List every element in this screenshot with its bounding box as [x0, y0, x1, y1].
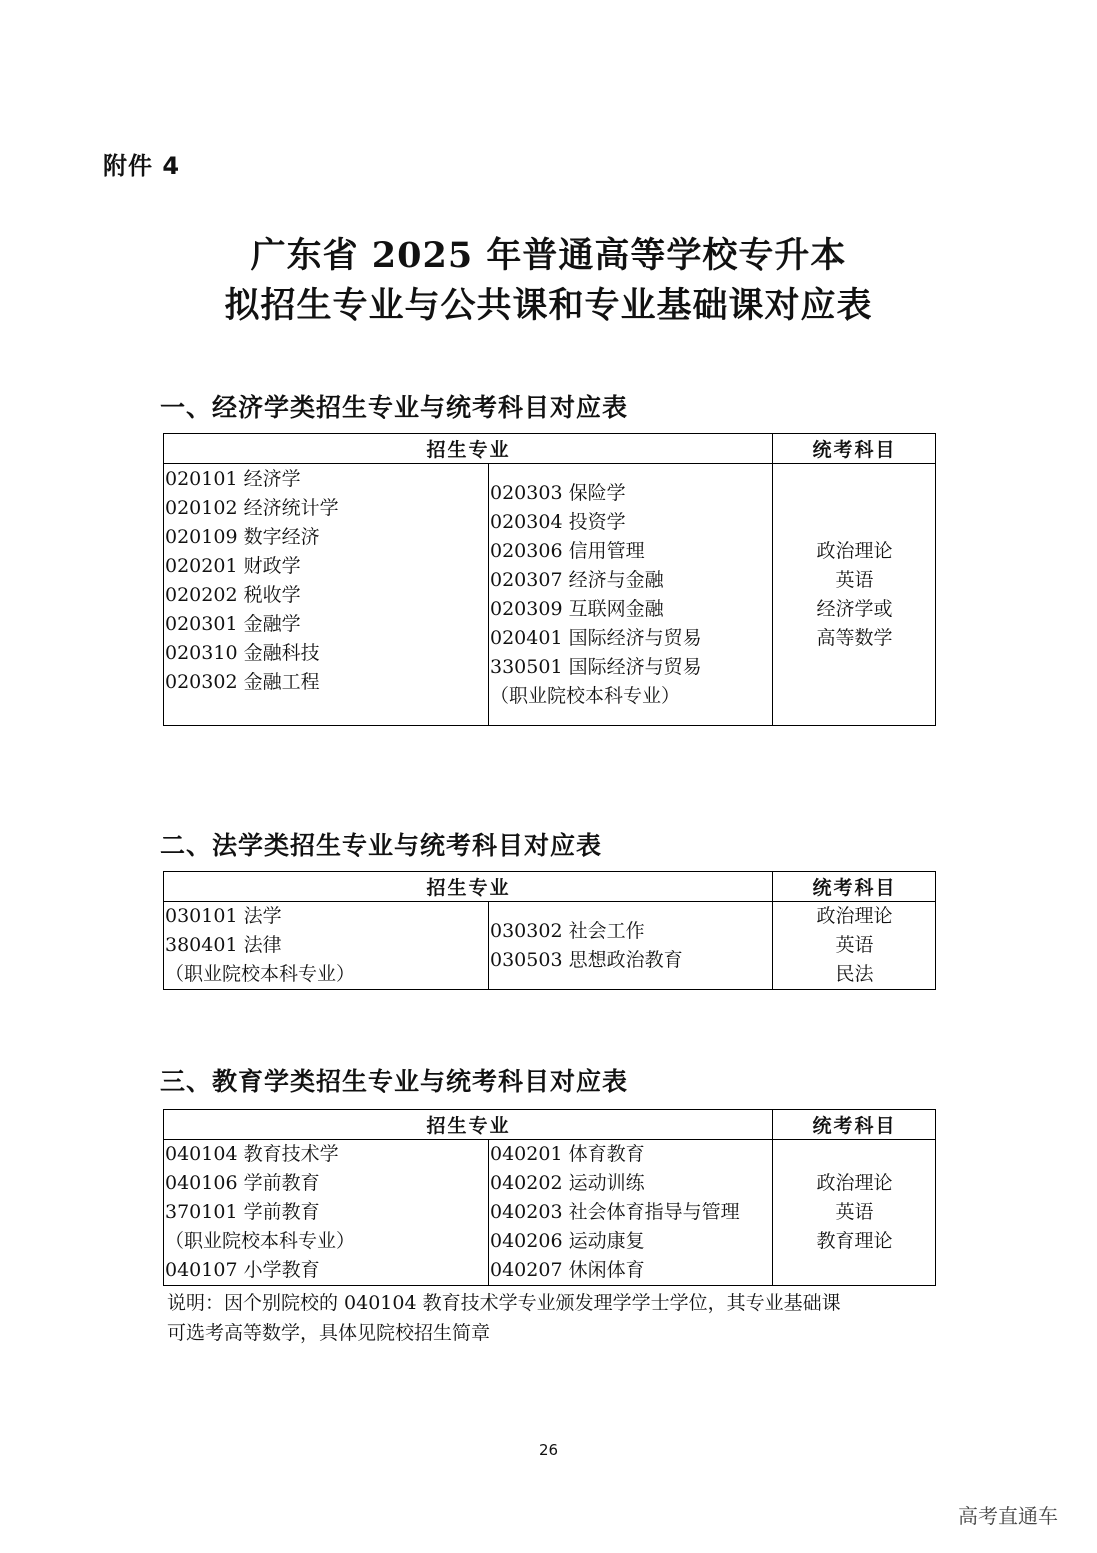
- major-item: （职业院校本科专业）: [165, 1230, 356, 1252]
- exam-subjects-cell: [773, 464, 936, 726]
- explanatory-note: [167, 1288, 947, 1348]
- law-table: [163, 871, 936, 990]
- note-line: 说明：因个别院校的 040104 教育技术学专业颁发理学学士学位，其专业基础课: [167, 1292, 841, 1314]
- header-subjects: 统考科目: [773, 872, 936, 902]
- economics-table: [163, 433, 936, 726]
- exam-subject: 高等数学: [816, 626, 893, 649]
- major-item: 020306 信用管理: [490, 540, 645, 562]
- majors-column-right: [489, 902, 773, 990]
- exam-subject: 民法: [835, 963, 874, 985]
- major-item: 370101 学前教育: [165, 1201, 320, 1223]
- major-item: 020307 经济与金融: [490, 569, 664, 591]
- attachment-label: 附件 4: [103, 152, 181, 180]
- major-item: 020310 金融科技: [165, 642, 320, 664]
- majors-column-left: [164, 902, 489, 990]
- header-majors: 招生专业: [164, 1110, 773, 1140]
- majors-column-right: [489, 1140, 773, 1286]
- section-heading-education: 三、教育学类招生专业与统考科目对应表: [160, 1067, 629, 1096]
- major-item: 020109 数字经济: [165, 526, 320, 548]
- document-title-line-1: 广东省 2025 年普通高等学校专升本: [250, 235, 847, 276]
- watermark-text: 高考直通车: [958, 1504, 1058, 1528]
- majors-column-left: [164, 464, 489, 726]
- exam-subject: 英语: [835, 568, 874, 591]
- major-item: 380401 法律: [165, 934, 282, 956]
- major-item: 030503 思想政治教育: [490, 948, 683, 971]
- exam-subject: 政治理论: [816, 905, 893, 927]
- document-title-line-2: 拟招生专业与公共课和专业基础课对应表: [224, 285, 873, 326]
- majors-column-right: [489, 464, 773, 726]
- note-line: 可选考高等数学，具体见院校招生简章: [167, 1322, 491, 1344]
- exam-subjects-cell: [773, 902, 936, 990]
- exam-subject: 英语: [835, 1201, 874, 1223]
- major-item: 020401 国际经济与贸易: [490, 627, 702, 649]
- page-number: 26: [538, 1441, 559, 1459]
- education-table: [163, 1109, 936, 1286]
- major-item: 020202 税收学: [165, 584, 301, 606]
- header-majors: 招生专业: [164, 434, 773, 464]
- major-item: 020102 经济统计学: [165, 497, 339, 519]
- exam-subject: 经济学或: [816, 597, 893, 620]
- header-subjects: 统考科目: [773, 1110, 936, 1140]
- major-item: （职业院校本科专业）: [165, 963, 356, 985]
- major-item: 040104 教育技术学: [165, 1143, 339, 1165]
- major-item: 020101 经济学: [165, 468, 301, 490]
- major-item: 020301 金融学: [165, 613, 301, 635]
- header-subjects: 统考科目: [773, 434, 936, 464]
- exam-subject: 政治理论: [816, 1172, 893, 1194]
- exam-subject: 政治理论: [816, 539, 893, 562]
- major-item: 020302 金融工程: [165, 671, 320, 693]
- major-item: 020309 互联网金融: [490, 598, 664, 620]
- major-item: 020201 财政学: [165, 555, 301, 577]
- major-item: 040202 运动训练: [490, 1172, 645, 1194]
- major-item: 040107 小学教育: [165, 1259, 320, 1281]
- majors-column-left: [164, 1140, 489, 1286]
- major-item: 020304 投资学: [490, 511, 626, 533]
- major-item: 040106 学前教育: [165, 1172, 320, 1194]
- section-heading-economics: 一、经济学类招生专业与统考科目对应表: [160, 393, 629, 422]
- major-item: 040207 休闲体育: [490, 1259, 645, 1281]
- major-item: 330501 国际经济与贸易: [490, 656, 702, 678]
- major-item: 040201 体育教育: [490, 1143, 645, 1165]
- exam-subject: 英语: [835, 934, 874, 956]
- header-majors: 招生专业: [164, 872, 773, 902]
- exam-subjects-cell: [773, 1140, 936, 1286]
- section-heading-law: 二、法学类招生专业与统考科目对应表: [160, 831, 603, 860]
- major-item: 040206 运动康复: [490, 1230, 645, 1252]
- exam-subject: 教育理论: [816, 1230, 893, 1252]
- major-item: 030302 社会工作: [490, 919, 645, 942]
- major-item: 020303 保险学: [490, 482, 626, 504]
- major-item: 030101 法学: [165, 905, 282, 927]
- major-item: （职业院校本科专业）: [490, 685, 681, 707]
- major-item: 040203 社会体育指导与管理: [490, 1201, 740, 1223]
